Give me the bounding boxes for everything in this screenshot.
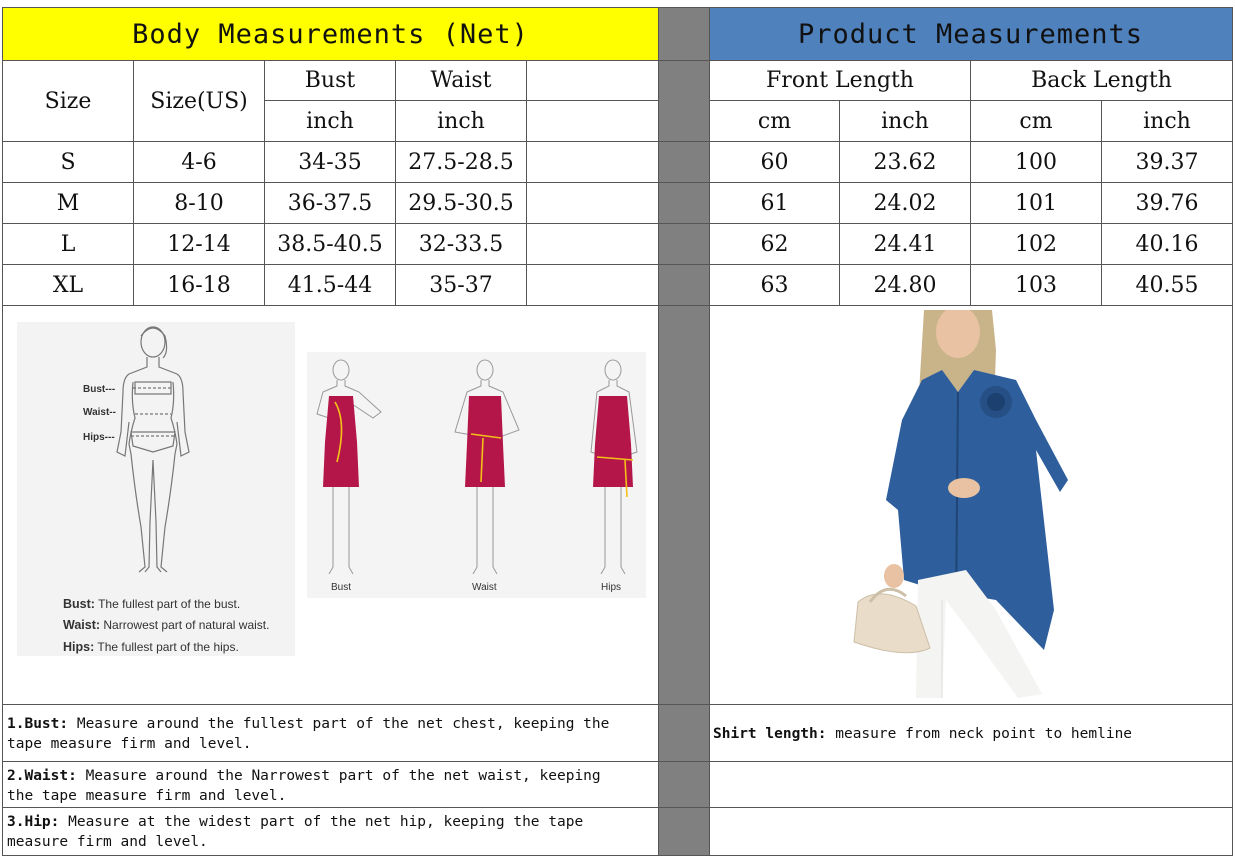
back-inch-cell: 39.37 (1135, 149, 1199, 175)
hips-definition (63, 640, 239, 654)
front-inch-unit: inch (881, 108, 929, 134)
back-cm-cell: 101 (1015, 190, 1057, 216)
note-shirt-length (709, 724, 1232, 754)
waist-marker: Waist-- (83, 407, 116, 418)
note-bust-label: 1.Bust: (7, 716, 69, 732)
dress-measuring-figure (307, 352, 646, 598)
caption-bust: Bust (331, 582, 352, 593)
back-cm-cell: 102 (1015, 231, 1057, 257)
front-cm-unit: cm (757, 108, 792, 134)
back-cm-cell: 103 (1015, 272, 1057, 298)
size-cell: L (60, 231, 76, 257)
bust-unit: inch (306, 108, 354, 134)
waist-cell: 27.5-28.5 (408, 149, 514, 175)
front-inch-cell: 24.41 (873, 231, 937, 257)
note-hip-text-1: Measure at the widest part of the net hip, keeping the tape (59, 814, 584, 830)
size-us-cell: 16-18 (167, 272, 231, 298)
size-us-cell: 8-10 (174, 190, 224, 216)
size-cell: M (56, 190, 80, 216)
bust-definition (63, 597, 240, 611)
note-bust (3, 714, 658, 758)
dress-measuring-drawing (307, 352, 646, 598)
product-photo (846, 310, 1076, 698)
note-waist-label: 2.Waist: (7, 768, 77, 784)
size-cell: XL (52, 272, 84, 298)
front-cm-cell: 63 (760, 272, 789, 298)
product-measurements-title: Product Measurements (797, 18, 1144, 50)
note-bust-text-1: Measure around the fullest part of the net chest, keeping the (68, 716, 610, 732)
note-bust-text-2: tape measure firm and level. (7, 736, 252, 752)
waist-definition-label: Waist: (63, 618, 101, 632)
col-bust-header: Bust (304, 68, 356, 93)
back-inch-cell: 39.76 (1135, 190, 1199, 216)
bust-cell: 36-37.5 (287, 190, 373, 216)
waist-definition-text: Narrowest part of natural waist. (103, 618, 270, 632)
note-hip-text-2: measure firm and level. (7, 834, 208, 850)
bust-definition-label: Bust: (63, 597, 95, 611)
front-inch-cell: 24.02 (873, 190, 937, 216)
col-size-us-header: Size(US) (150, 88, 248, 114)
body-measurements-title: Body Measurements (Net) (132, 18, 529, 50)
front-cm-cell: 61 (760, 190, 789, 216)
hips-definition-text: The fullest part of the hips. (97, 640, 239, 654)
body-guide-figure (17, 322, 295, 656)
back-length-header: Back Length (1031, 68, 1172, 93)
size-us-cell: 12-14 (167, 231, 231, 257)
size-us-cell: 4-6 (181, 149, 217, 175)
front-inch-cell: 24.80 (873, 272, 937, 298)
waist-cell: 35-37 (429, 272, 493, 298)
bust-cell: 34-35 (298, 149, 362, 175)
back-inch-cell: 40.55 (1135, 272, 1199, 298)
hips-marker: Hips--- (83, 432, 115, 443)
waist-unit: inch (437, 108, 485, 134)
back-cm-cell: 100 (1015, 149, 1057, 175)
waist-cell: 29.5-30.5 (408, 190, 514, 216)
back-inch-unit: inch (1143, 108, 1191, 134)
front-cm-cell: 62 (760, 231, 789, 257)
note-waist-text-2: the tape measure firm and level. (7, 788, 287, 804)
caption-waist: Waist (472, 582, 497, 593)
note-waist-text-1: Measure around the Narrowest part of the net waist, keeping (76, 768, 601, 784)
bust-definition-text: The fullest part of the bust. (98, 597, 241, 611)
caption-hips: Hips (601, 582, 622, 593)
front-length-header: Front Length (766, 68, 914, 93)
hips-definition-label: Hips: (63, 640, 95, 654)
col-size-header: Size (44, 88, 92, 114)
note-shirt-label: Shirt length: (713, 726, 827, 742)
center-divider (658, 7, 709, 855)
front-inch-cell: 23.62 (873, 149, 937, 175)
waist-cell: 32-33.5 (418, 231, 504, 257)
note-waist (3, 766, 658, 806)
size-cell: S (60, 149, 76, 175)
note-hip-label: 3.Hip: (7, 814, 60, 830)
front-cm-cell: 60 (760, 149, 789, 175)
waist-definition (63, 618, 269, 632)
back-cm-unit: cm (1019, 108, 1053, 134)
model-wearing-shirt-drawing (846, 310, 1076, 698)
note-shirt-text: measure from neck point to hemline (826, 726, 1133, 742)
bust-cell: 38.5-40.5 (277, 231, 383, 257)
col-waist-header: Waist (430, 68, 492, 93)
bust-marker: Bust--- (83, 384, 116, 395)
back-inch-cell: 40.16 (1135, 231, 1199, 257)
note-hip (3, 812, 658, 854)
bust-cell: 41.5-44 (287, 272, 373, 298)
